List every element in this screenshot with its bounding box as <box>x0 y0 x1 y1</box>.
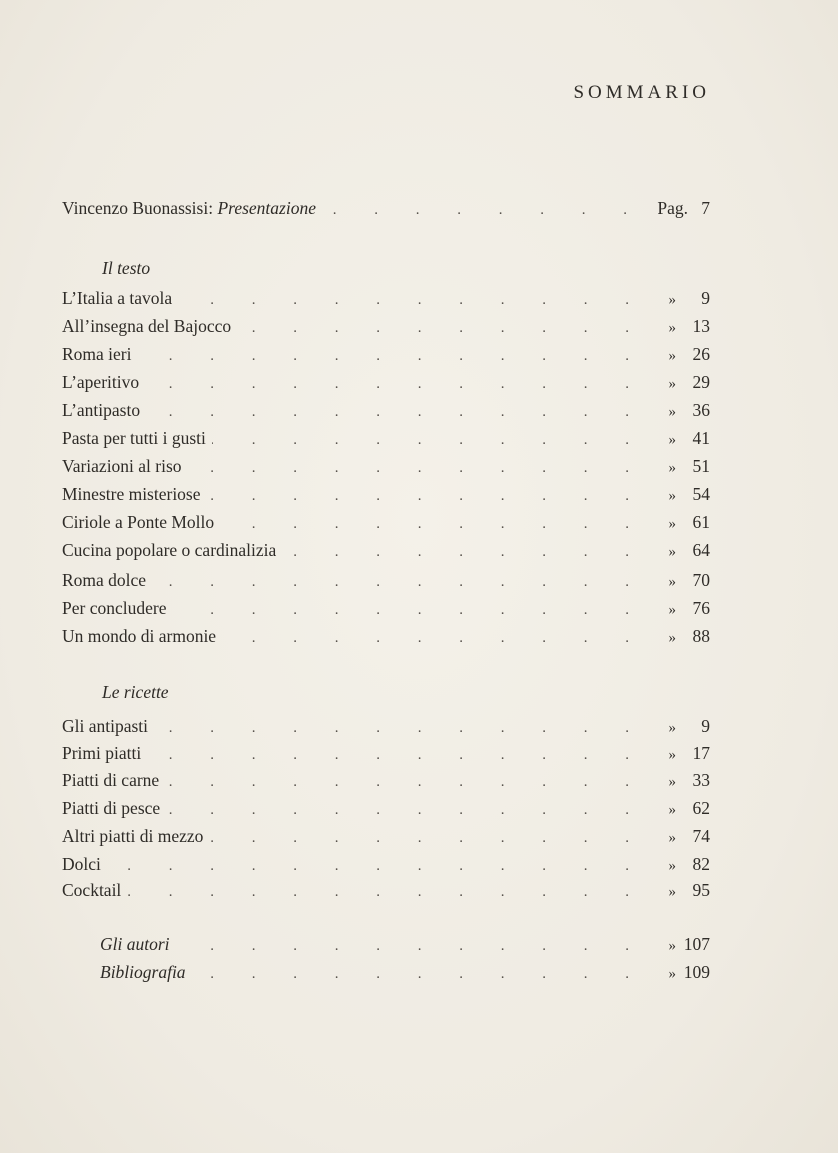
dot-leader <box>222 630 646 647</box>
toc-entry[interactable] <box>62 316 710 344</box>
dot-leader <box>127 884 646 901</box>
toc-entry[interactable] <box>62 826 710 854</box>
toc-entry-label: Cucina popolare o cardinalizia <box>62 540 277 560</box>
toc-entry-title: Presentazione <box>217 198 316 218</box>
toc-entry[interactable] <box>62 372 710 400</box>
page-number: 70 <box>692 570 710 590</box>
dot-leader <box>172 602 646 619</box>
page-number: 7 <box>701 198 710 218</box>
section-title-testo: Il testo <box>102 258 151 278</box>
page-marker: » <box>668 720 676 736</box>
toc-entry-label: Bibliografia <box>100 962 186 982</box>
toc-entry-label: Altri piatti di mezzo <box>62 826 204 846</box>
toc-entry-label: Roma ieri <box>62 344 132 364</box>
dot-leader <box>220 516 646 533</box>
toc-entry[interactable] <box>62 570 710 598</box>
dot-leader <box>207 488 646 505</box>
page-marker: » <box>668 802 676 818</box>
dot-leader <box>192 966 646 983</box>
toc-entry[interactable] <box>62 400 710 428</box>
dot-leader <box>282 544 646 561</box>
toc-entry[interactable] <box>62 484 710 512</box>
toc-entry-label: L’Italia a tavola <box>62 288 173 308</box>
toc-entry-label: Dolci <box>62 854 101 874</box>
toc-entry-author: Vincenzo Buonassisi: <box>62 198 214 218</box>
dot-leader <box>176 938 646 955</box>
page-number: 54 <box>692 484 710 504</box>
toc-entry[interactable] <box>62 512 710 540</box>
dot-leader <box>147 747 646 764</box>
toc-entry-gli-autori[interactable] <box>100 934 710 962</box>
toc-entry-label: Minestre misteriose <box>62 484 201 504</box>
toc-entry[interactable] <box>62 344 710 372</box>
page-marker: » <box>668 630 676 646</box>
page-marker: » <box>668 858 676 874</box>
toc-entry-label: Piatti di pesce <box>62 798 161 818</box>
toc-entry[interactable] <box>62 770 710 798</box>
toc-entry-label: Pasta per tutti i gusti <box>62 428 206 448</box>
toc-entry[interactable] <box>62 598 710 626</box>
page-number: 88 <box>692 626 710 646</box>
toc-entry-label: L’antipasto <box>62 400 141 420</box>
dot-leader <box>145 376 646 393</box>
page-marker: » <box>668 966 676 982</box>
page-heading: SOMMARIO <box>573 82 710 103</box>
page-number: 41 <box>692 428 710 448</box>
toc-entry-label: Variazioni al riso <box>62 456 182 476</box>
page-number: 74 <box>692 826 710 846</box>
toc-entry-label: Per concludere <box>62 598 167 618</box>
toc-entry-label: Gli autori <box>100 934 170 954</box>
page-marker: » <box>668 404 676 420</box>
toc-entry-label: Primi piatti <box>62 743 142 763</box>
page-number: 51 <box>692 456 710 476</box>
toc-entry[interactable] <box>62 626 710 654</box>
dot-leader <box>209 830 646 847</box>
toc-entry-presentazione[interactable] <box>62 198 710 226</box>
page-marker: » <box>668 574 676 590</box>
page-number: 95 <box>692 880 710 900</box>
page-marker: Pag. <box>657 198 688 218</box>
toc-entry-label: Roma dolce <box>62 570 147 590</box>
page-marker: » <box>668 432 676 448</box>
toc-entry-label: Ciriole a Ponte Mollo <box>62 512 215 532</box>
toc-entry[interactable] <box>62 288 710 316</box>
page-marker: » <box>668 884 676 900</box>
page-marker: » <box>668 544 676 560</box>
toc-entry[interactable] <box>62 798 710 826</box>
page-marker: » <box>668 376 676 392</box>
page-marker: » <box>668 348 676 364</box>
dot-leader <box>212 432 646 449</box>
page-marker: » <box>668 488 676 504</box>
page-number: 9 <box>701 288 710 308</box>
dot-leader <box>188 460 646 477</box>
dot-leader <box>165 774 646 791</box>
page-number: 107 <box>683 934 710 954</box>
toc-entry-label: All’insegna del Bajocco <box>62 316 232 336</box>
page-number: 76 <box>692 598 710 618</box>
page-marker: » <box>668 938 676 954</box>
page-number: 36 <box>692 400 710 420</box>
toc-entry-bibliografia[interactable] <box>100 962 710 990</box>
toc-entry[interactable] <box>62 880 710 908</box>
toc-entry-label: Gli antipasti <box>62 716 149 736</box>
toc-entry-label: Cocktail <box>62 880 122 900</box>
dot-leader <box>152 574 646 591</box>
page-number: 29 <box>692 372 710 392</box>
page-number: 62 <box>692 798 710 818</box>
toc-entry-label <box>62 198 322 219</box>
toc-entry[interactable] <box>62 540 710 568</box>
page-number: 9 <box>701 716 710 736</box>
toc-entry[interactable] <box>62 456 710 484</box>
page-marker: » <box>668 292 676 308</box>
page-number: 13 <box>692 316 710 336</box>
toc-entry-label: L’aperitivo <box>62 372 140 392</box>
page-marker: » <box>668 774 676 790</box>
section-title-ricette: Le ricette <box>102 682 169 702</box>
dot-leader <box>154 720 646 737</box>
page-number: 82 <box>692 854 710 874</box>
dot-leader <box>166 802 646 819</box>
page-marker: » <box>668 830 676 846</box>
toc-entry[interactable] <box>62 428 710 456</box>
dot-leader <box>107 858 646 875</box>
toc-entry-label: Un mondo di armonie <box>62 626 217 646</box>
dot-leader <box>322 202 644 219</box>
toc-entry[interactable] <box>62 854 710 882</box>
page-marker: » <box>668 320 676 336</box>
page-marker: » <box>668 747 676 763</box>
dot-leader <box>146 404 646 421</box>
page-number: 17 <box>692 743 710 763</box>
toc-entry[interactable] <box>62 716 710 744</box>
page-number: 109 <box>683 962 710 982</box>
page-marker: » <box>668 516 676 532</box>
page-marker: » <box>668 460 676 476</box>
dot-leader <box>178 292 646 309</box>
page-number: 33 <box>692 770 710 790</box>
toc-entry-label: Piatti di carne <box>62 770 160 790</box>
dot-leader <box>237 320 646 337</box>
page-number: 64 <box>692 540 710 560</box>
page-number: 61 <box>692 512 710 532</box>
page-marker: » <box>668 602 676 618</box>
toc-entry[interactable] <box>62 743 710 771</box>
dot-leader <box>138 348 647 365</box>
page-number: 26 <box>692 344 710 364</box>
